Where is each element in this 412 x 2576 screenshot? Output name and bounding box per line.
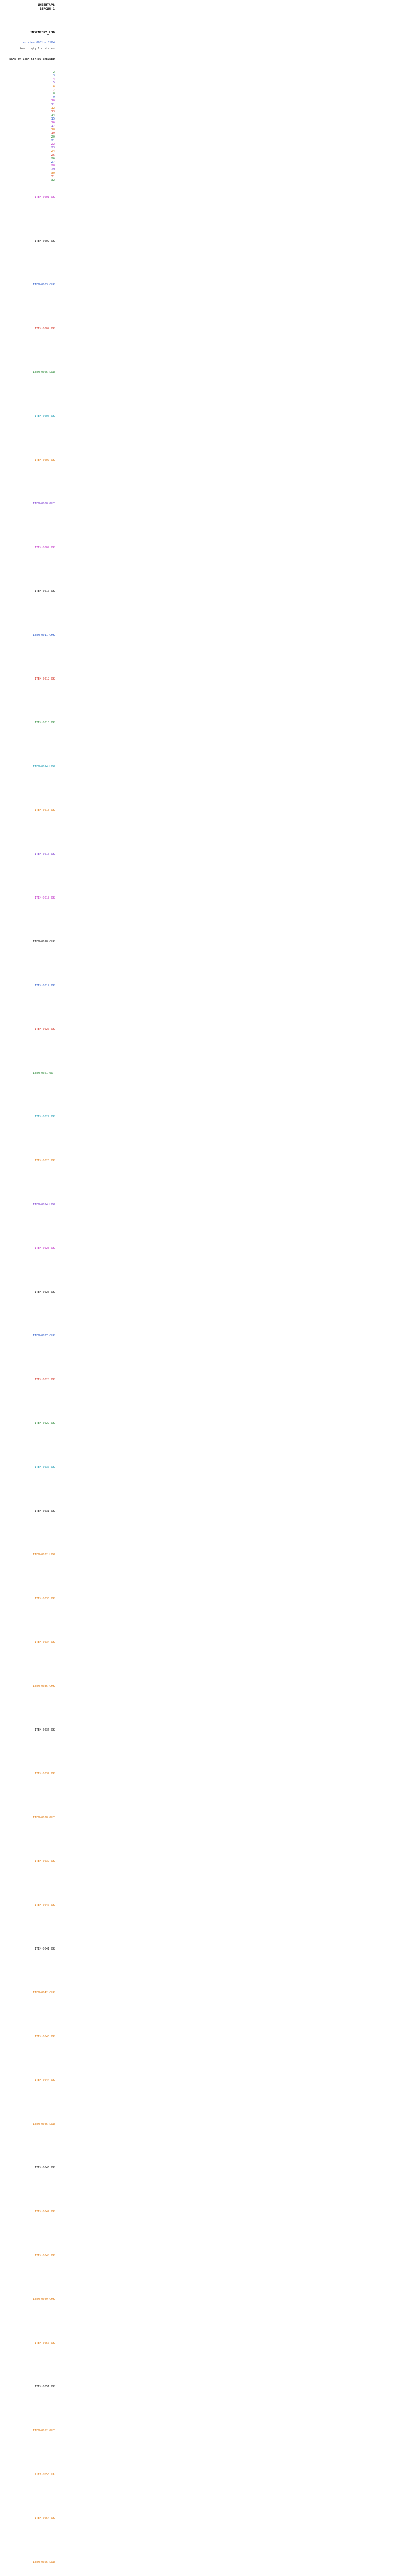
- entry-row: ITEM-0005 LOW: [32, 371, 55, 374]
- subtitle-a: entries 0001 — 0184: [23, 41, 55, 44]
- short-row: 20: [51, 135, 55, 139]
- short-row: 15: [51, 117, 55, 121]
- entry-row: ITEM-0010 OK: [35, 590, 55, 593]
- entry-row: ITEM-0015 OK: [35, 809, 55, 812]
- entry-row: ITEM-0037 OK: [35, 1772, 55, 1775]
- log-title: INVENTORY_LOG: [30, 31, 55, 35]
- entry-row: ITEM-0050 OK: [35, 2342, 55, 2345]
- short-row: 17: [51, 125, 55, 128]
- entry-row: ITEM-0045 LOW: [32, 2123, 55, 2126]
- header-line-2: ВЕРСИЯ 1: [40, 7, 55, 11]
- entry-row: ITEM-0049 CHK: [32, 2298, 55, 2301]
- entry-row: ITEM-0014 LOW: [32, 765, 55, 768]
- entry-row: ITEM-0006 OK: [35, 415, 55, 418]
- entry-row: ITEM-0012 OK: [35, 677, 55, 681]
- short-row: 3: [53, 74, 55, 77]
- entry-row: ITEM-0041 OK: [35, 1947, 55, 1951]
- entry-row: ITEM-0022 OK: [35, 1115, 55, 1118]
- entry-row: ITEM-0044 OK: [35, 2079, 55, 2082]
- short-row: 30: [51, 172, 55, 175]
- entry-row: ITEM-0011 CHK: [32, 634, 55, 637]
- short-row: 22: [51, 143, 55, 146]
- entry-row: ITEM-0001 OK: [35, 196, 55, 199]
- entry-row: ITEM-0030 OK: [35, 1466, 55, 1469]
- short-row: 23: [51, 146, 55, 149]
- entry-row: ITEM-0009 OK: [35, 546, 55, 549]
- short-row: 5: [53, 81, 55, 84]
- short-row: 16: [51, 121, 55, 124]
- entry-row: ITEM-0008 OUT: [32, 502, 55, 505]
- entry-row: ITEM-0018 CHK: [32, 940, 55, 943]
- entry-row: ITEM-0023 OK: [35, 1159, 55, 1162]
- header-line-1: ИНВЕНТАРЬ: [38, 3, 55, 7]
- entry-row: ITEM-0027 CHK: [32, 1334, 55, 1337]
- entry-row: ITEM-0035 CHK: [32, 1685, 55, 1688]
- entry-row: ITEM-0002 OK: [35, 240, 55, 243]
- short-row: 1: [53, 67, 55, 70]
- short-row: 11: [51, 103, 55, 106]
- short-row: 7: [53, 89, 55, 92]
- entry-row: ITEM-0040 OK: [35, 1904, 55, 1907]
- short-row: 13: [51, 110, 55, 113]
- entry-row: ITEM-0036 OK: [35, 1728, 55, 1732]
- entry-row: ITEM-0034 OK: [35, 1641, 55, 1644]
- short-row: 18: [51, 128, 55, 131]
- entry-row: ITEM-0017 OK: [35, 896, 55, 900]
- entry-row: ITEM-0016 OK: [35, 853, 55, 856]
- log-strip: [0, 0, 56, 2576]
- short-row: 6: [53, 85, 55, 88]
- entry-row: ITEM-0025 OK: [35, 1247, 55, 1250]
- entry-row: ITEM-0004 OK: [35, 327, 55, 330]
- entry-row: ITEM-0032 LOW: [32, 1553, 55, 1556]
- entry-row: ITEM-0052 OUT: [32, 2429, 55, 2432]
- short-row: 25: [51, 154, 55, 157]
- entry-row: ITEM-0038 OUT: [32, 1816, 55, 1819]
- short-row: 14: [51, 114, 55, 117]
- entry-row: ITEM-0026 OK: [35, 1291, 55, 1294]
- entry-row: ITEM-0029 OK: [35, 1422, 55, 1425]
- short-row: 12: [51, 107, 55, 110]
- entry-row: ITEM-0024 LOW: [32, 1203, 55, 1206]
- entry-row: ITEM-0019 OK: [35, 984, 55, 987]
- entry-row: ITEM-0013 OK: [35, 721, 55, 724]
- entry-row: ITEM-0003 CHK: [32, 283, 55, 286]
- entry-row: ITEM-0042 CHK: [32, 1991, 55, 1994]
- entry-row: ITEM-0054 OK: [35, 2517, 55, 2520]
- entry-row: ITEM-0046 OK: [35, 2166, 55, 2170]
- title-block: [1, 31, 55, 35]
- entry-row: ITEM-0055 LOW: [32, 2561, 55, 2564]
- entry-row: ITEM-0051 OK: [35, 2385, 55, 2388]
- short-row: 29: [51, 168, 55, 171]
- short-row: 9: [53, 96, 55, 99]
- short-row: 28: [51, 164, 55, 167]
- columns-label: NAME OF ITEM STATUS CHECKED: [9, 58, 55, 61]
- short-row: 8: [53, 92, 55, 95]
- entry-row: ITEM-0028 OK: [35, 1378, 55, 1381]
- short-row: 4: [53, 78, 55, 81]
- short-row: 2: [53, 71, 55, 74]
- entry-row: ITEM-0043 OK: [35, 2035, 55, 2038]
- header: [5, 3, 55, 11]
- entry-row: ITEM-0031 OK: [35, 1510, 55, 1513]
- entry-row: ITEM-0047 OK: [35, 2210, 55, 2213]
- short-row: 32: [51, 179, 55, 182]
- short-row: 21: [51, 139, 55, 142]
- short-row: 19: [51, 132, 55, 135]
- short-row: 31: [51, 175, 55, 178]
- short-row: 24: [51, 150, 55, 153]
- short-row: 27: [51, 161, 55, 164]
- entry-row: ITEM-0048 OK: [35, 2254, 55, 2257]
- entry-row: ITEM-0033 OK: [35, 1597, 55, 1600]
- entry-row: ITEM-0020 OK: [35, 1028, 55, 1031]
- entry-row: ITEM-0021 OUT: [32, 1072, 55, 1075]
- subtitle-b: item_id qty loc status: [18, 47, 55, 50]
- entry-row: ITEM-0053 OK: [35, 2473, 55, 2476]
- short-row: 10: [51, 99, 55, 103]
- entry-row: ITEM-0007 OK: [35, 459, 55, 462]
- short-row: 26: [51, 157, 55, 160]
- entry-row: ITEM-0039 OK: [35, 1860, 55, 1863]
